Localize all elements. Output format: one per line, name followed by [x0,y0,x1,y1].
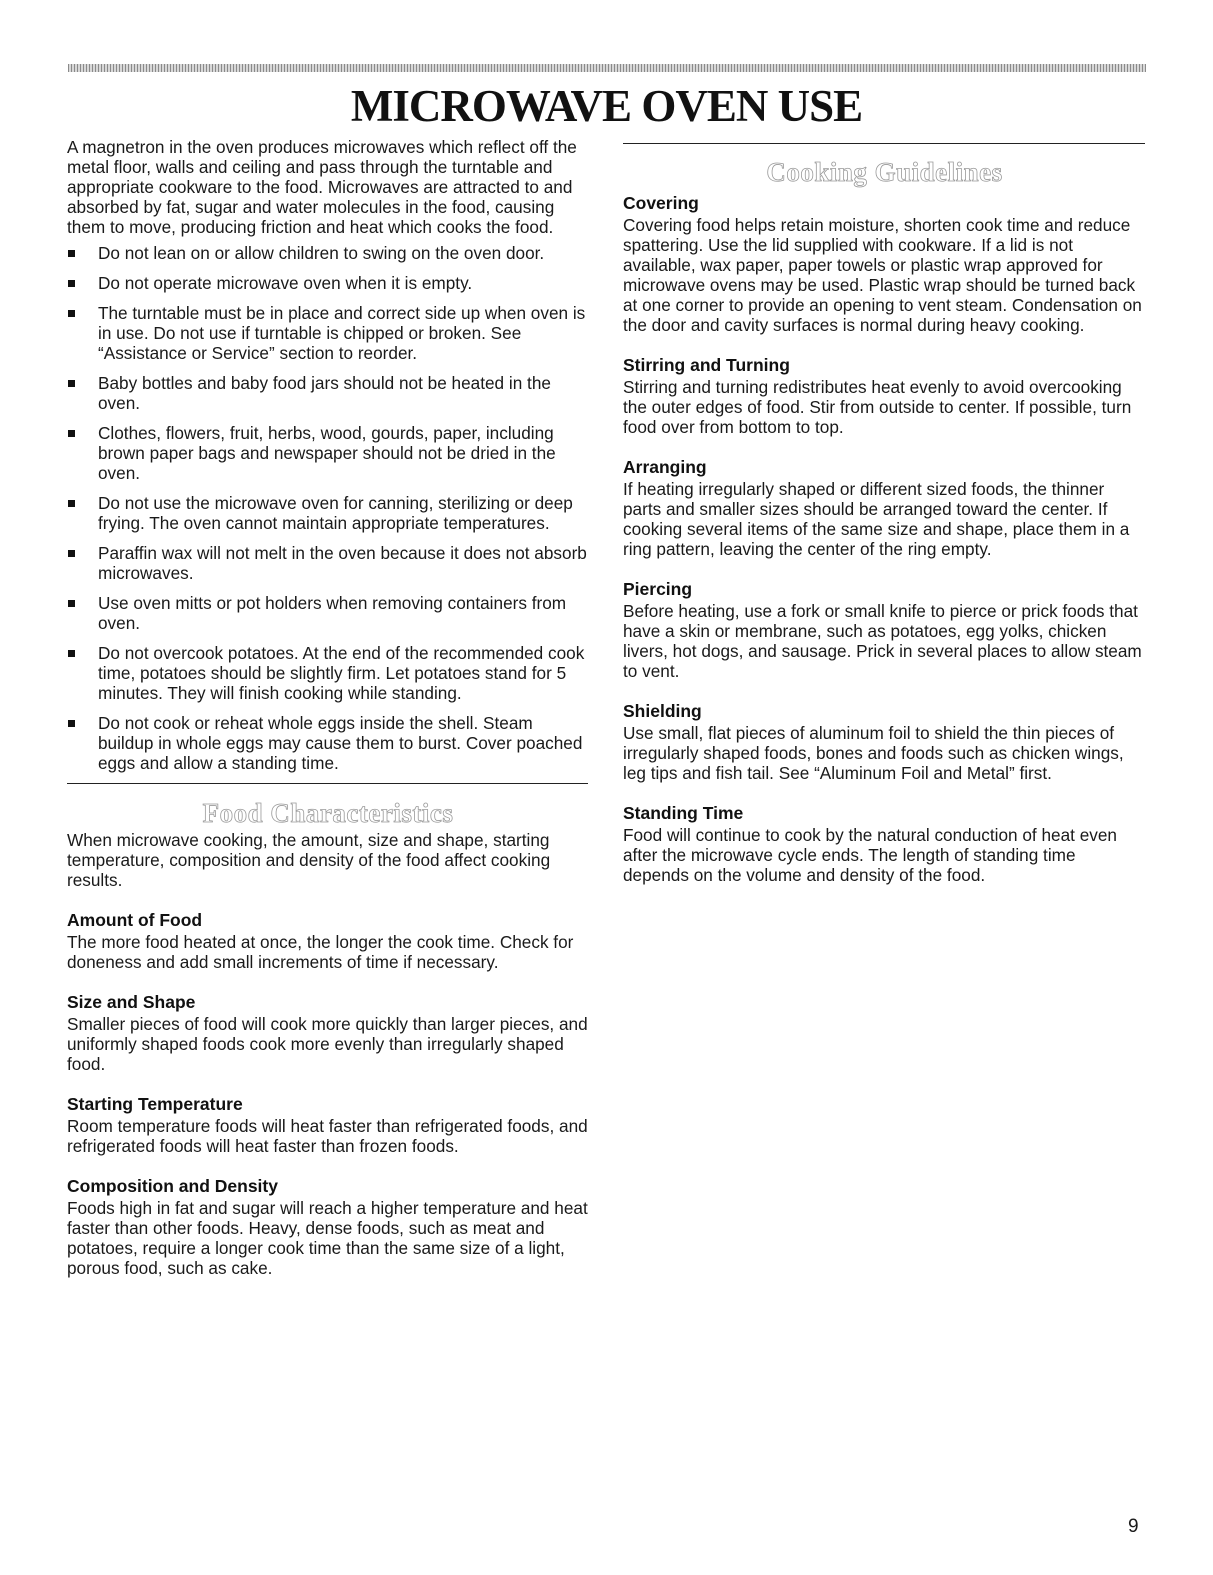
subsection-heading: Shielding [623,701,702,721]
subsection-body: Use small, flat pieces of aluminum foil to shield the thin pieces of irregularly shaped foods, bones and foods such as chicken wings, leg tips and fish tail. See “Aluminum Foil and Metal” first. [623,723,1124,783]
list-item [67,303,589,363]
list-item-text: Use oven mitts or pot holders when removing containers from oven. [98,593,567,633]
subsection-body: Smaller pieces of food will cook more quickly than larger pieces, and uniformly shaped foods cook more evenly than irregularly shaped food. [67,1014,588,1074]
square-bullet-icon [68,250,75,257]
square-bullet-icon [68,280,75,287]
list-item [67,243,589,263]
square-bullet-icon [68,720,75,727]
subsection-heading: Composition and Density [67,1176,278,1196]
list-item [67,593,589,633]
list-item-text: Do not use the microwave oven for canning, sterilizing or deep frying. The oven cannot maintain appropriate temperatures. [98,493,573,533]
subsection-heading: Arranging [623,457,707,477]
subsection-body: Covering food helps retain moisture, shorten cook time and reduce spattering. Use the lid supplied with cookware. If a lid is not available, wax paper, paper towels or plastic wrap approved for microwave ovens may be used. Plastic wrap should be turned back at one corner to provide an opening to vent steam. Condensation on the door and cavity surfaces is normal during heavy cooking. [623,215,1142,335]
left-column [67,137,589,1278]
subsection-heading: Piercing [623,579,693,599]
list-item [67,713,589,773]
list-item-text: Do not cook or reheat whole eggs inside the shell. Steam buildup in whole eggs may cause them to burst. Cover poached eggs and allow a standing time. [98,713,583,773]
subsection-body: Food will continue to cook by the natural conduction of heat even after the microwave cycle ends. The length of standing time depends on the volume and density of the food. [623,825,1117,885]
list-item [67,493,589,533]
list-item [67,423,589,483]
subsection-body: Room temperature foods will heat faster than refrigerated foods, and refrigerated foods will heat faster than frozen foods. [67,1116,588,1156]
cooking-guidelines-title: Cooking Guidelines [766,157,1003,187]
square-bullet-icon [68,650,75,657]
list-item [67,543,589,583]
list-item [67,273,589,293]
list-item-text: Clothes, flowers, fruit, herbs, wood, gourds, paper, including brown paper bags and newspaper should not be dried in the oven. [98,423,556,483]
header-band [68,64,1146,72]
subsection-body: Foods high in fat and sugar will reach a higher temperature and heat faster than other foods. Heavy, dense foods, such as meat and potatoes, require a longer cook time than the same size of a light, porous food, such as cake. [67,1198,588,1278]
list-item-text: Baby bottles and baby food jars should not be heated in the oven. [98,373,551,413]
page-number: 9 [1128,1516,1139,1537]
subsection-body: If heating irregularly shaped or different sized foods, the thinner parts and smaller sizes should be arranged toward the center. If cooking several items of the same size and shape, place them in a ring pattern, leaving the center of the ring empty. [623,479,1130,559]
list-item-text: Do not lean on or allow children to swing on the oven door. [98,243,545,263]
food-characteristics-title: Food Characteristics [202,798,454,828]
section-divider [623,143,1145,144]
list-item-text: The turntable must be in place and correct side up when oven is in use. Do not use if turntable is chipped or broken. See “Assistance or Service” section to reorder. [98,303,586,363]
intro-paragraph: A magnetron in the oven produces microwaves which reflect off the metal floor, walls and ceiling and pass through the turntable and appropriate cookware to the food. Microwaves are attracted to and absorbed by fat, sugar and water molecules in the food, causing them to move, producing friction and heat which cooks the food. [67,137,577,237]
right-column [623,143,1146,885]
list-item-text: Do not operate microwave oven when it is empty. [98,273,473,293]
page-title: MICROWAVE OVEN USE [350,81,863,131]
square-bullet-icon [68,500,75,507]
subsection-heading: Starting Temperature [67,1094,243,1114]
subsection-heading: Stirring and Turning [623,355,790,375]
list-item [67,643,589,703]
subsection-heading: Standing Time [623,803,744,823]
square-bullet-icon [68,600,75,607]
list-item-text: Do not overcook potatoes. At the end of the recommended cook time, potatoes should be slightly firm. Let potatoes stand for 5 minutes. They will finish cooking while standing. [98,643,585,703]
subsection-heading: Amount of Food [67,910,203,930]
list-item [67,373,589,413]
square-bullet-icon [68,310,75,317]
list-item-text: Paraffin wax will not melt in the oven because it does not absorb microwaves. [98,543,587,583]
subsection-body: Stirring and turning redistributes heat evenly to avoid overcooking the outer edges of food. Stir from outside to center. If possible, turn food over from bottom to top. [623,377,1132,437]
safety-bullet-list [67,243,589,773]
square-bullet-icon [68,430,75,437]
subsection-body: The more food heated at once, the longer the cook time. Check for doneness and add small increments of time if necessary. [67,932,574,972]
square-bullet-icon [68,380,75,387]
subsection-heading: Covering [623,193,699,213]
subsection-heading: Size and Shape [67,992,196,1012]
food-characteristics-intro: When microwave cooking, the amount, size and shape, starting temperature, composition and density of the food affect cooking results. [67,830,551,890]
square-bullet-icon [68,550,75,557]
subsection-body: Before heating, use a fork or small knife to pierce or prick foods that have a skin or membrane, such as potatoes, egg yolks, chicken livers, hot dogs, and sausage. Prick in several places to allow steam to vent. [623,601,1142,681]
section-divider [67,783,588,784]
